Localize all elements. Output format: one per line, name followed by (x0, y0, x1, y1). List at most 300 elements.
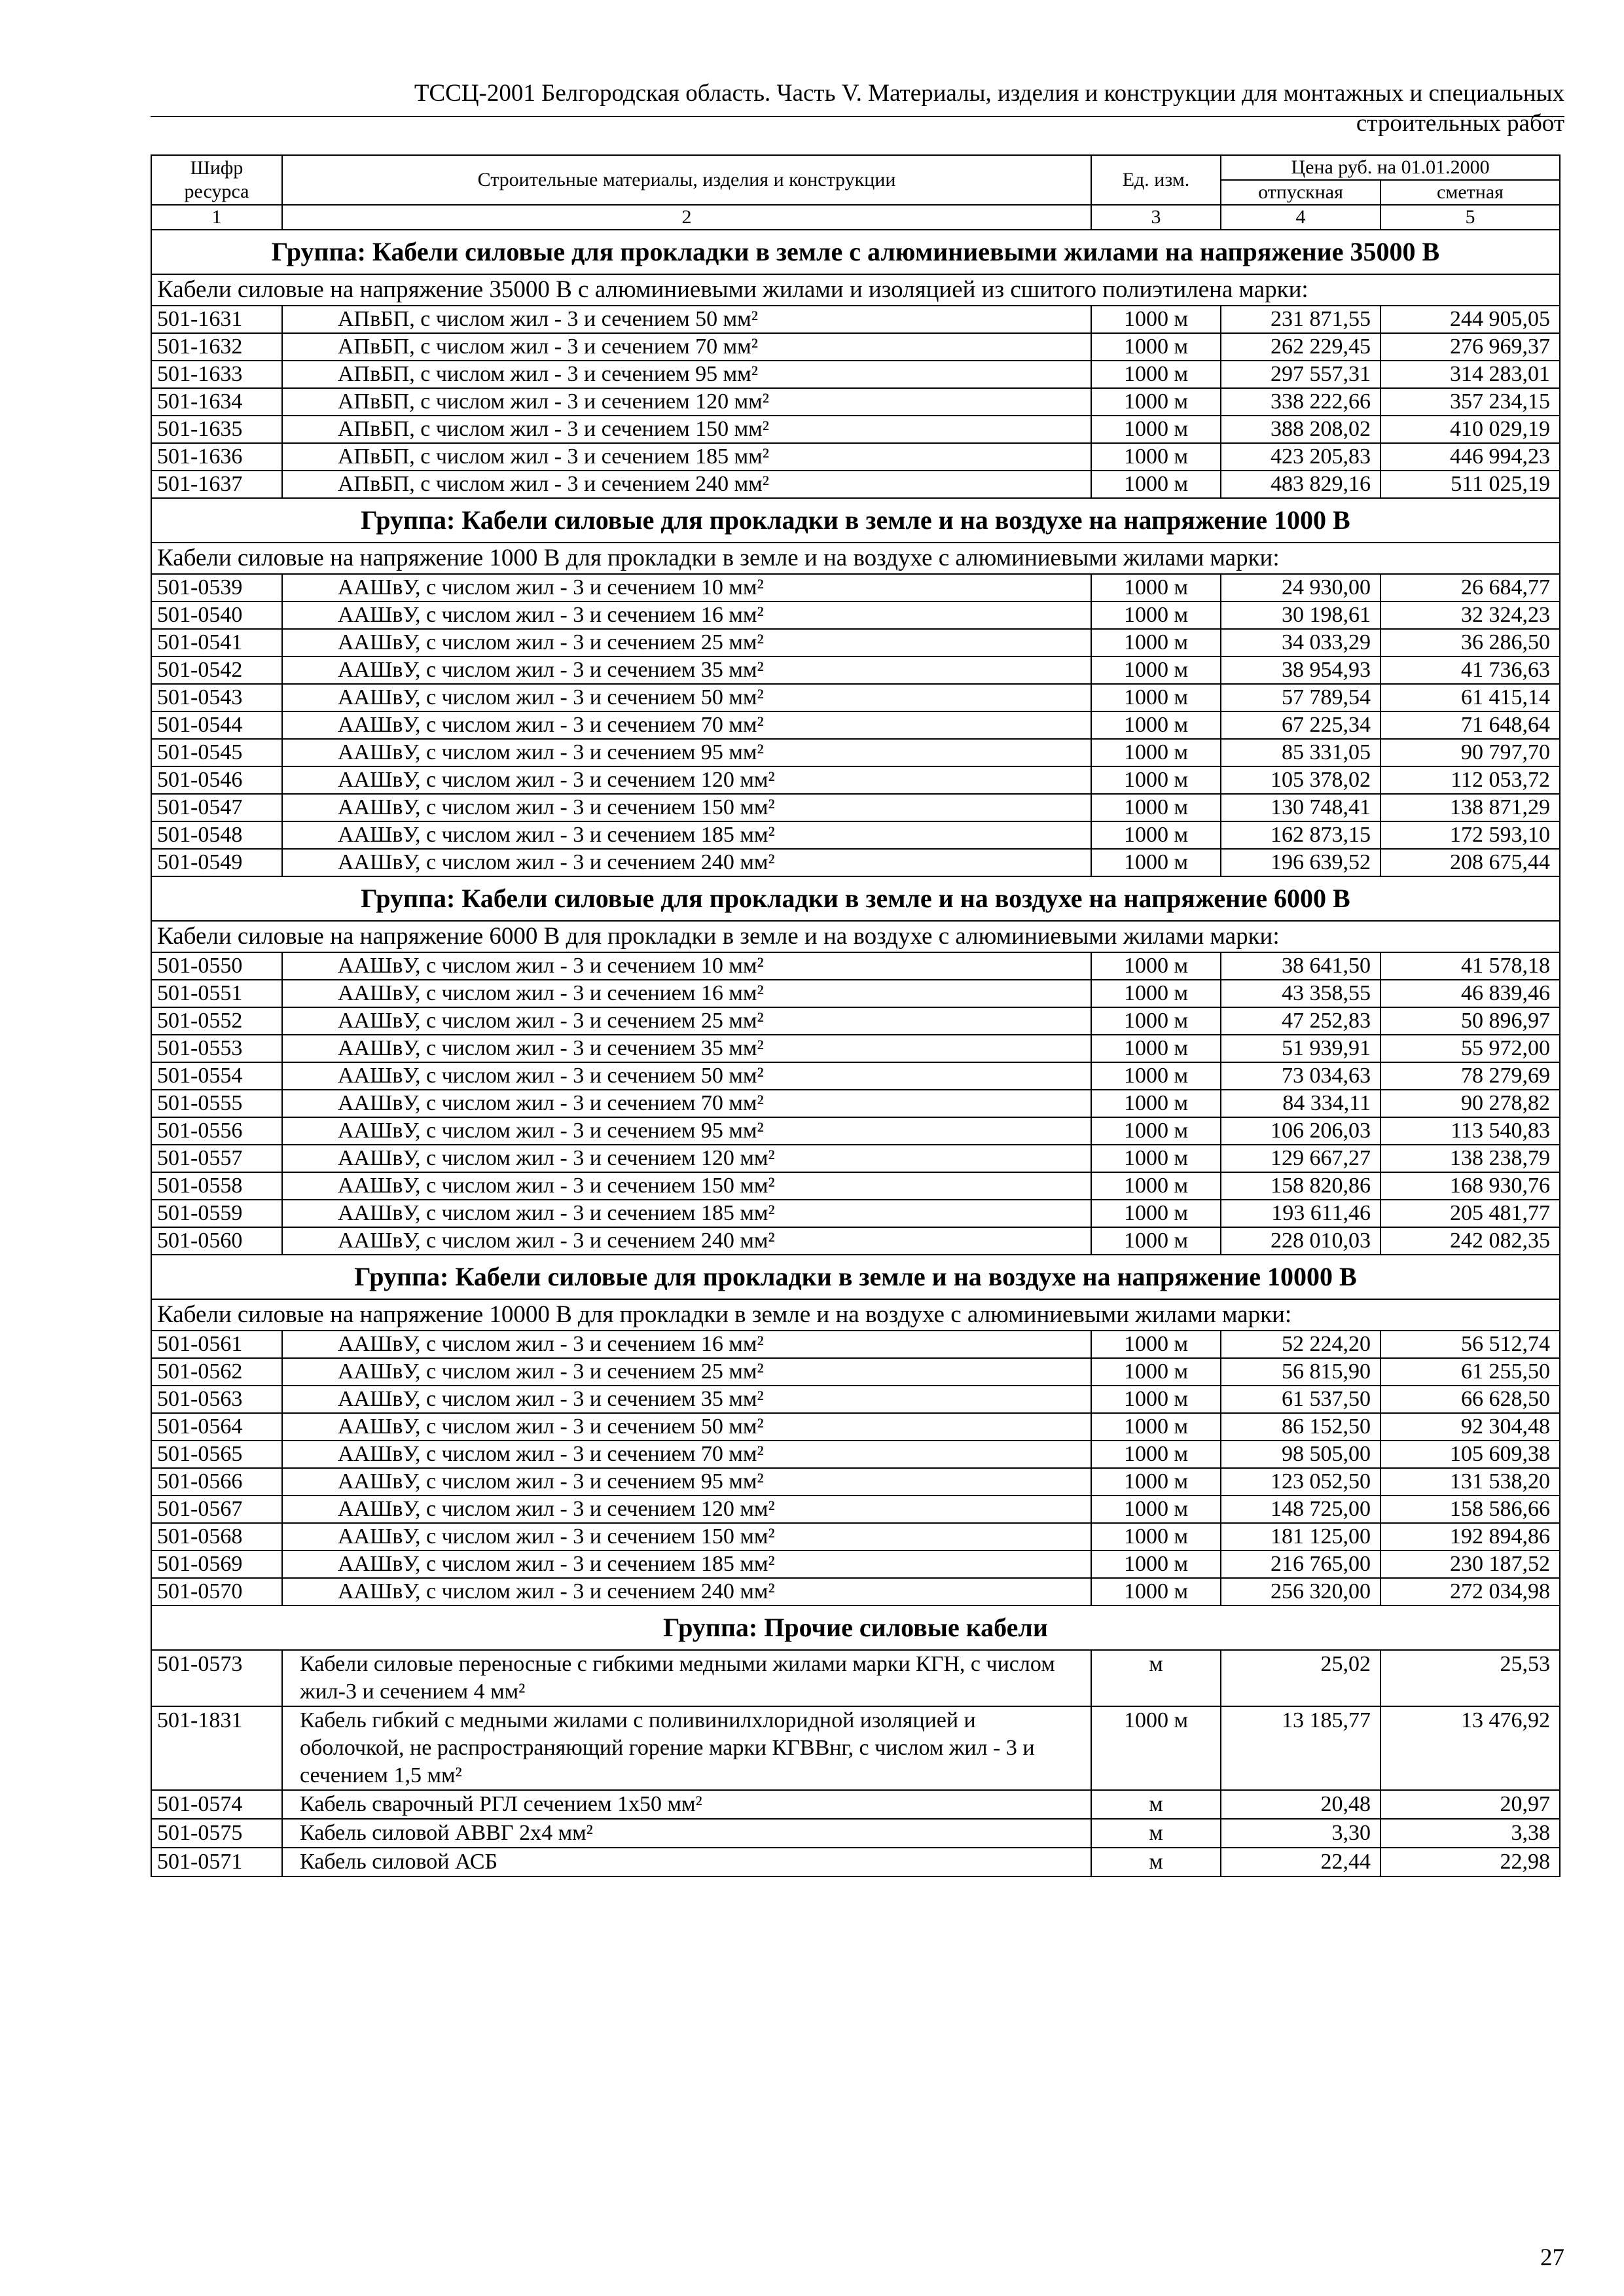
release-price: 22,44 (1221, 1848, 1380, 1876)
column-numbers-row (151, 205, 1560, 230)
table-row (151, 1551, 1560, 1578)
unit: 1000 м (1091, 1200, 1221, 1227)
resource-code: 501-0560 (151, 1227, 282, 1255)
estimate-price: 90 278,82 (1380, 1090, 1560, 1117)
resource-code: 501-1633 (151, 361, 282, 388)
table-row (151, 684, 1560, 711)
release-price: 148 725,00 (1221, 1496, 1380, 1523)
table-row (151, 1172, 1560, 1200)
release-price: 106 206,03 (1221, 1117, 1380, 1145)
resource-code: 501-0569 (151, 1551, 282, 1578)
estimate-price: 410 029,19 (1380, 416, 1560, 443)
release-price: 43 358,55 (1221, 980, 1380, 1007)
estimate-price: 208 675,44 (1380, 849, 1560, 876)
material-name: ААШвУ, с числом жил - 3 и сечением 150 мм² (282, 1523, 1091, 1551)
material-name: ААШвУ, с числом жил - 3 и сечением 95 мм² (282, 739, 1091, 766)
unit: 1000 м (1091, 1496, 1221, 1523)
unit: 1000 м (1091, 361, 1221, 388)
price-table (151, 154, 1561, 1877)
unit: 1000 м (1091, 1386, 1221, 1413)
unit: м (1091, 1650, 1221, 1706)
resource-code: 501-0557 (151, 1145, 282, 1172)
resource-code: 501-0551 (151, 980, 282, 1007)
table-row (151, 574, 1560, 601)
resource-code: 501-0563 (151, 1386, 282, 1413)
release-price: 47 252,83 (1221, 1007, 1380, 1035)
resource-code: 501-0543 (151, 684, 282, 711)
material-name: АПвБП, с числом жил - 3 и сечением 150 мм² (282, 416, 1091, 443)
resource-code: 501-0542 (151, 656, 282, 684)
group-title-row (151, 230, 1560, 274)
release-price: 84 334,11 (1221, 1090, 1380, 1117)
resource-code: 501-0555 (151, 1090, 282, 1117)
group-intro-row (151, 274, 1560, 306)
resource-code: 501-0558 (151, 1172, 282, 1200)
resource-code: 501-1637 (151, 471, 282, 498)
release-price: 158 820,86 (1221, 1172, 1380, 1200)
material-name: ААШвУ, с числом жил - 3 и сечением 240 мм² (282, 1578, 1091, 1605)
release-price: 56 815,90 (1221, 1358, 1380, 1386)
header-line-2: строительных работ (1356, 110, 1564, 137)
resource-code: 501-1831 (151, 1706, 282, 1790)
release-price: 24 930,00 (1221, 574, 1380, 601)
resource-code: 501-0540 (151, 601, 282, 629)
unit: 1000 м (1091, 656, 1221, 684)
unit: 1000 м (1091, 711, 1221, 739)
table-row (151, 1650, 1560, 1706)
material-name: ААШвУ, с числом жил - 3 и сечением 35 мм² (282, 656, 1091, 684)
release-price: 86 152,50 (1221, 1413, 1380, 1441)
resource-code: 501-0544 (151, 711, 282, 739)
table-row (151, 1496, 1560, 1523)
release-price: 105 378,02 (1221, 766, 1380, 794)
table-row (151, 1090, 1560, 1117)
release-price: 262 229,45 (1221, 333, 1380, 361)
page-header (151, 79, 1564, 139)
table-row (151, 1035, 1560, 1062)
table-row (151, 1386, 1560, 1413)
group-title-row (151, 1605, 1560, 1650)
unit: 1000 м (1091, 739, 1221, 766)
resource-code: 501-1635 (151, 416, 282, 443)
unit: 1000 м (1091, 766, 1221, 794)
release-price: 38 954,93 (1221, 656, 1380, 684)
group-title: Группа: Кабели силовые для прокладки в земле и на воздухе на напряжение 6000 В (151, 876, 1560, 921)
unit: 1000 м (1091, 1413, 1221, 1441)
table-row (151, 388, 1560, 416)
header-rule (151, 116, 1564, 117)
group-title-row (151, 876, 1560, 921)
estimate-price: 61 415,14 (1380, 684, 1560, 711)
table-row (151, 1358, 1560, 1386)
material-name: ААШвУ, с числом жил - 3 и сечением 25 мм² (282, 629, 1091, 656)
release-price: 162 873,15 (1221, 821, 1380, 849)
estimate-price: 22,98 (1380, 1848, 1560, 1876)
release-price: 13 185,77 (1221, 1706, 1380, 1790)
header-name: Строительные материалы, изделия и конструкции (282, 155, 1091, 205)
group-title-row (151, 1255, 1560, 1299)
table-row (151, 980, 1560, 1007)
estimate-price: 41 578,18 (1380, 952, 1560, 980)
release-price: 181 125,00 (1221, 1523, 1380, 1551)
unit: м (1091, 1848, 1221, 1876)
unit: 1000 м (1091, 1007, 1221, 1035)
estimate-price: 511 025,19 (1380, 471, 1560, 498)
estimate-price: 90 797,70 (1380, 739, 1560, 766)
table-row (151, 1706, 1560, 1790)
estimate-price: 131 538,20 (1380, 1468, 1560, 1496)
resource-code: 501-0562 (151, 1358, 282, 1386)
material-name: АПвБП, с числом жил - 3 и сечением 185 мм² (282, 443, 1091, 471)
header-line-1: ТССЦ-2001 Белгородская область. Часть V. Материалы, изделия и конструкции для монтажных и специальных (414, 80, 1564, 107)
resource-code: 501-0571 (151, 1848, 282, 1876)
column-number: 5 (1380, 205, 1560, 230)
material-name: ААШвУ, с числом жил - 3 и сечением 120 мм² (282, 1496, 1091, 1523)
estimate-price: 244 905,05 (1380, 306, 1560, 333)
release-price: 129 667,27 (1221, 1145, 1380, 1172)
estimate-price: 61 255,50 (1380, 1358, 1560, 1386)
resource-code: 501-1636 (151, 443, 282, 471)
unit: 1000 м (1091, 1331, 1221, 1358)
release-price: 483 829,16 (1221, 471, 1380, 498)
table-row (151, 629, 1560, 656)
column-number: 4 (1221, 205, 1380, 230)
estimate-price: 105 609,38 (1380, 1441, 1560, 1468)
group-intro-row (151, 543, 1560, 574)
estimate-price: 36 286,50 (1380, 629, 1560, 656)
material-name: ААШвУ, с числом жил - 3 и сечением 35 мм² (282, 1386, 1091, 1413)
table-row (151, 656, 1560, 684)
table-row (151, 1117, 1560, 1145)
table-row (151, 739, 1560, 766)
material-name: АПвБП, с числом жил - 3 и сечением 240 мм² (282, 471, 1091, 498)
column-number: 3 (1091, 205, 1221, 230)
release-price: 228 010,03 (1221, 1227, 1380, 1255)
table-row (151, 1200, 1560, 1227)
table-row (151, 306, 1560, 333)
estimate-price: 138 238,79 (1380, 1145, 1560, 1172)
unit: 1000 м (1091, 629, 1221, 656)
estimate-price: 20,97 (1380, 1790, 1560, 1819)
estimate-price: 56 512,74 (1380, 1331, 1560, 1358)
material-name: АПвБП, с числом жил - 3 и сечением 120 мм² (282, 388, 1091, 416)
estimate-price: 205 481,77 (1380, 1200, 1560, 1227)
unit: 1000 м (1091, 416, 1221, 443)
release-price: 73 034,63 (1221, 1062, 1380, 1090)
release-price: 34 033,29 (1221, 629, 1380, 656)
estimate-price: 112 053,72 (1380, 766, 1560, 794)
table-row (151, 821, 1560, 849)
estimate-price: 32 324,23 (1380, 601, 1560, 629)
material-name: ААШвУ, с числом жил - 3 и сечением 150 мм² (282, 1172, 1091, 1200)
estimate-price: 276 969,37 (1380, 333, 1560, 361)
unit: 1000 м (1091, 1706, 1221, 1790)
estimate-price: 138 871,29 (1380, 794, 1560, 821)
material-name: АПвБП, с числом жил - 3 и сечением 50 мм² (282, 306, 1091, 333)
release-price: 338 222,66 (1221, 388, 1380, 416)
resource-code: 501-0573 (151, 1650, 282, 1706)
unit: 1000 м (1091, 1117, 1221, 1145)
unit: 1000 м (1091, 574, 1221, 601)
unit: м (1091, 1790, 1221, 1819)
unit: 1000 м (1091, 1062, 1221, 1090)
resource-code: 501-0554 (151, 1062, 282, 1090)
estimate-price: 50 896,97 (1380, 1007, 1560, 1035)
unit: 1000 м (1091, 1227, 1221, 1255)
release-price: 51 939,91 (1221, 1035, 1380, 1062)
estimate-price: 314 283,01 (1380, 361, 1560, 388)
table-row (151, 1413, 1560, 1441)
unit: 1000 м (1091, 684, 1221, 711)
column-number: 2 (282, 205, 1091, 230)
resource-code: 501-0547 (151, 794, 282, 821)
release-price: 388 208,02 (1221, 416, 1380, 443)
estimate-price: 66 628,50 (1380, 1386, 1560, 1413)
material-name: Кабель гибкий с медными жилами с поливинилхлоридной изоляцией и оболочкой, не распространяющий горение марки КГВВнг, с числом жил - 3 и сечением 1,5 мм² (282, 1706, 1091, 1790)
resource-code: 501-0564 (151, 1413, 282, 1441)
release-price: 67 225,34 (1221, 711, 1380, 739)
column-number: 1 (151, 205, 282, 230)
unit: 1000 м (1091, 306, 1221, 333)
material-name: ААШвУ, с числом жил - 3 и сечением 16 мм² (282, 980, 1091, 1007)
release-price: 3,30 (1221, 1819, 1380, 1848)
unit: 1000 м (1091, 1578, 1221, 1605)
table-row (151, 1145, 1560, 1172)
release-price: 196 639,52 (1221, 849, 1380, 876)
estimate-price: 71 648,64 (1380, 711, 1560, 739)
table-row (151, 1062, 1560, 1090)
release-price: 297 557,31 (1221, 361, 1380, 388)
material-name: ААШвУ, с числом жил - 3 и сечением 95 мм² (282, 1468, 1091, 1496)
material-name: ААШвУ, с числом жил - 3 и сечением 25 мм² (282, 1007, 1091, 1035)
resource-code: 501-0556 (151, 1117, 282, 1145)
release-price: 193 611,46 (1221, 1200, 1380, 1227)
table-row (151, 601, 1560, 629)
unit: 1000 м (1091, 471, 1221, 498)
material-name: ААШвУ, с числом жил - 3 и сечением 35 мм² (282, 1035, 1091, 1062)
resource-code: 501-0548 (151, 821, 282, 849)
table-row (151, 1790, 1560, 1819)
estimate-price: 46 839,46 (1380, 980, 1560, 1007)
unit: 1000 м (1091, 1172, 1221, 1200)
material-name: ААШвУ, с числом жил - 3 и сечением 10 мм² (282, 952, 1091, 980)
release-price: 98 505,00 (1221, 1441, 1380, 1468)
group-title: Группа: Кабели силовые для прокладки в земле и на воздухе на напряжение 10000 В (151, 1255, 1560, 1299)
resource-code: 501-0550 (151, 952, 282, 980)
resource-code: 501-0568 (151, 1523, 282, 1551)
header-release-price: отпускная (1221, 180, 1380, 205)
material-name: ААШвУ, с числом жил - 3 и сечением 95 мм² (282, 1117, 1091, 1145)
unit: 1000 м (1091, 1090, 1221, 1117)
estimate-price: 168 930,76 (1380, 1172, 1560, 1200)
table-row (151, 794, 1560, 821)
material-name: Кабель сварочный РГЛ сечением 1х50 мм² (282, 1790, 1091, 1819)
resource-code: 501-1634 (151, 388, 282, 416)
release-price: 85 331,05 (1221, 739, 1380, 766)
estimate-price: 3,38 (1380, 1819, 1560, 1848)
group-title-row (151, 498, 1560, 543)
table-row (151, 1523, 1560, 1551)
unit: 1000 м (1091, 952, 1221, 980)
resource-code: 501-1632 (151, 333, 282, 361)
unit: 1000 м (1091, 849, 1221, 876)
group-intro: Кабели силовые на напряжение 1000 В для прокладки в земле и на воздухе с алюминиевыми жилами марки: (151, 543, 1560, 574)
resource-code: 501-0549 (151, 849, 282, 876)
table-row (151, 1578, 1560, 1605)
release-price: 231 871,55 (1221, 306, 1380, 333)
table-row (151, 849, 1560, 876)
group-intro-row (151, 921, 1560, 952)
header-unit: Ед. изм. (1091, 155, 1221, 205)
release-price: 256 320,00 (1221, 1578, 1380, 1605)
table-row (151, 443, 1560, 471)
release-price: 25,02 (1221, 1650, 1380, 1706)
material-name: ААШвУ, с числом жил - 3 и сечением 50 мм² (282, 684, 1091, 711)
header-price: Цена руб. на 01.01.2000 (1221, 155, 1560, 180)
release-price: 423 205,83 (1221, 443, 1380, 471)
resource-code: 501-0574 (151, 1790, 282, 1819)
unit: 1000 м (1091, 821, 1221, 849)
table-row (151, 1848, 1560, 1876)
release-price: 123 052,50 (1221, 1468, 1380, 1496)
group-title: Группа: Прочие силовые кабели (151, 1605, 1560, 1650)
unit: 1000 м (1091, 1145, 1221, 1172)
resource-code: 501-0570 (151, 1578, 282, 1605)
unit: 1000 м (1091, 333, 1221, 361)
group-intro: Кабели силовые на напряжение 6000 В для прокладки в земле и на воздухе с алюминиевыми жилами марки: (151, 921, 1560, 952)
material-name: ААШвУ, с числом жил - 3 и сечением 70 мм² (282, 711, 1091, 739)
estimate-price: 113 540,83 (1380, 1117, 1560, 1145)
resource-code: 501-0546 (151, 766, 282, 794)
table-row (151, 1227, 1560, 1255)
group-title: Группа: Кабели силовые для прокладки в земле с алюминиевыми жилами на напряжение 35000 В (151, 230, 1560, 274)
unit: м (1091, 1819, 1221, 1848)
estimate-price: 41 736,63 (1380, 656, 1560, 684)
material-name: ААШвУ, с числом жил - 3 и сечением 16 мм² (282, 601, 1091, 629)
material-name: АПвБП, с числом жил - 3 и сечением 95 мм² (282, 361, 1091, 388)
material-name: ААШвУ, с числом жил - 3 и сечением 25 мм² (282, 1358, 1091, 1386)
unit: 1000 м (1091, 443, 1221, 471)
table-row (151, 952, 1560, 980)
table-body (151, 230, 1560, 1876)
resource-code: 501-1631 (151, 306, 282, 333)
estimate-price: 172 593,10 (1380, 821, 1560, 849)
material-name: Кабели силовые переносные с гибкими медными жилами марки КГН, с числом жил-3 и сечением 4 мм² (282, 1650, 1091, 1706)
group-intro: Кабели силовые на напряжение 10000 В для прокладки в земле и на воздухе с алюминиевыми жилами марки: (151, 1299, 1560, 1331)
table-row (151, 1819, 1560, 1848)
estimate-price: 230 187,52 (1380, 1551, 1560, 1578)
header-estimate-price: сметная (1380, 180, 1560, 205)
material-name: ААШвУ, с числом жил - 3 и сечением 50 мм² (282, 1413, 1091, 1441)
release-price: 130 748,41 (1221, 794, 1380, 821)
table-row (151, 1441, 1560, 1468)
header-code: Шифр ресурса (151, 155, 282, 205)
unit: 1000 м (1091, 1035, 1221, 1062)
material-name: Кабель силовой АВВГ 2х4 мм² (282, 1819, 1091, 1848)
resource-code: 501-0553 (151, 1035, 282, 1062)
material-name: ААШвУ, с числом жил - 3 и сечением 240 мм² (282, 849, 1091, 876)
unit: 1000 м (1091, 1358, 1221, 1386)
release-price: 57 789,54 (1221, 684, 1380, 711)
group-intro-row (151, 1299, 1560, 1331)
estimate-price: 55 972,00 (1380, 1035, 1560, 1062)
material-name: ААШвУ, с числом жил - 3 и сечением 185 мм² (282, 1200, 1091, 1227)
resource-code: 501-0559 (151, 1200, 282, 1227)
release-price: 52 224,20 (1221, 1331, 1380, 1358)
release-price: 30 198,61 (1221, 601, 1380, 629)
table-row (151, 711, 1560, 739)
resource-code: 501-0575 (151, 1819, 282, 1848)
resource-code: 501-0565 (151, 1441, 282, 1468)
estimate-price: 272 034,98 (1380, 1578, 1560, 1605)
material-name: ААШвУ, с числом жил - 3 и сечением 150 мм² (282, 794, 1091, 821)
table-row (151, 471, 1560, 498)
release-price: 38 641,50 (1221, 952, 1380, 980)
material-name: ААШвУ, с числом жил - 3 и сечением 185 мм² (282, 821, 1091, 849)
estimate-price: 357 234,15 (1380, 388, 1560, 416)
material-name: ААШвУ, с числом жил - 3 и сечением 70 мм² (282, 1090, 1091, 1117)
unit: 1000 м (1091, 388, 1221, 416)
unit: 1000 м (1091, 601, 1221, 629)
unit: 1000 м (1091, 1441, 1221, 1468)
estimate-price: 78 279,69 (1380, 1062, 1560, 1090)
table-row (151, 1007, 1560, 1035)
estimate-price: 192 894,86 (1380, 1523, 1560, 1551)
estimate-price: 13 476,92 (1380, 1706, 1560, 1790)
material-name: ААШвУ, с числом жил - 3 и сечением 120 мм² (282, 766, 1091, 794)
unit: 1000 м (1091, 980, 1221, 1007)
resource-code: 501-0545 (151, 739, 282, 766)
estimate-price: 158 586,66 (1380, 1496, 1560, 1523)
material-name: ААШвУ, с числом жил - 3 и сечением 185 мм² (282, 1551, 1091, 1578)
release-price: 20,48 (1221, 1790, 1380, 1819)
table-row (151, 361, 1560, 388)
material-name: ААШвУ, с числом жил - 3 и сечением 70 мм² (282, 1441, 1091, 1468)
resource-code: 501-0539 (151, 574, 282, 601)
material-name: ААШвУ, с числом жил - 3 и сечением 16 мм² (282, 1331, 1091, 1358)
unit: 1000 м (1091, 1523, 1221, 1551)
resource-code: 501-0552 (151, 1007, 282, 1035)
estimate-price: 25,53 (1380, 1650, 1560, 1706)
group-title: Группа: Кабели силовые для прокладки в земле и на воздухе на напряжение 1000 В (151, 498, 1560, 543)
resource-code: 501-0567 (151, 1496, 282, 1523)
material-name: АПвБП, с числом жил - 3 и сечением 70 мм² (282, 333, 1091, 361)
estimate-price: 92 304,48 (1380, 1413, 1560, 1441)
material-name: ААШвУ, с числом жил - 3 и сечением 10 мм² (282, 574, 1091, 601)
material-name: ААШвУ, с числом жил - 3 и сечением 240 мм² (282, 1227, 1091, 1255)
estimate-price: 446 994,23 (1380, 443, 1560, 471)
estimate-price: 26 684,77 (1380, 574, 1560, 601)
estimate-price: 242 082,35 (1380, 1227, 1560, 1255)
material-name: ААШвУ, с числом жил - 3 и сечением 120 мм² (282, 1145, 1091, 1172)
release-price: 61 537,50 (1221, 1386, 1380, 1413)
resource-code: 501-0561 (151, 1331, 282, 1358)
group-intro: Кабели силовые на напряжение 35000 В с алюминиевыми жилами и изоляцией из сшитого полиэтилена марки: (151, 274, 1560, 306)
table-row (151, 1468, 1560, 1496)
resource-code: 501-0566 (151, 1468, 282, 1496)
page-number: 27 (1540, 2244, 1564, 2271)
unit: 1000 м (1091, 794, 1221, 821)
release-price: 216 765,00 (1221, 1551, 1380, 1578)
unit: 1000 м (1091, 1468, 1221, 1496)
table-row (151, 416, 1560, 443)
resource-code: 501-0541 (151, 629, 282, 656)
table-row (151, 333, 1560, 361)
material-name: Кабель силовой АСБ (282, 1848, 1091, 1876)
unit: 1000 м (1091, 1551, 1221, 1578)
material-name: ААШвУ, с числом жил - 3 и сечением 50 мм² (282, 1062, 1091, 1090)
table-row (151, 1331, 1560, 1358)
